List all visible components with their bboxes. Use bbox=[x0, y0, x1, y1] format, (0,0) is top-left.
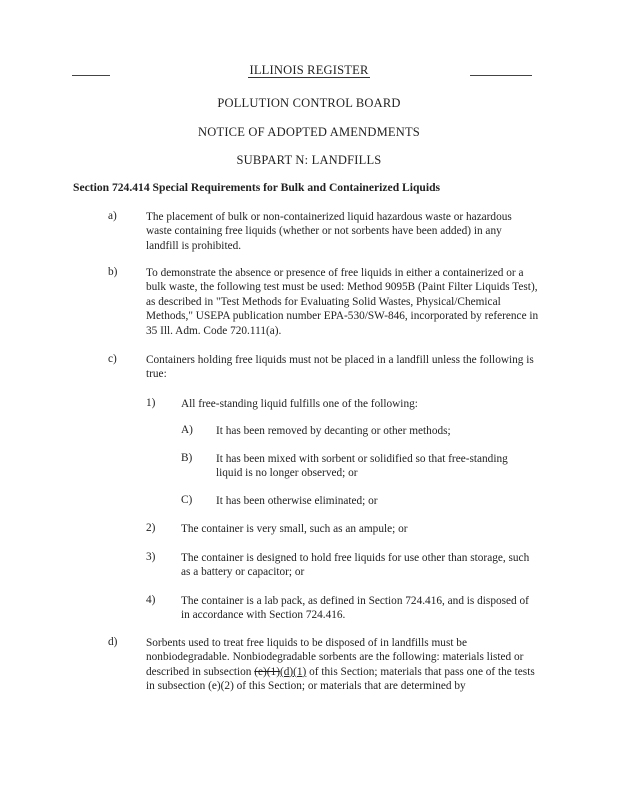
item-cC-text: It has been otherwise eliminated; or bbox=[216, 495, 378, 507]
item-c2-label: 2) bbox=[146, 522, 156, 534]
item-c4-text: The container is a lab pack, as defined in Section 724.416, and is disposed of in accordance with Section 724.416. bbox=[181, 595, 529, 622]
item-cC-label: C) bbox=[181, 494, 193, 506]
item-c-label: c) bbox=[108, 353, 117, 365]
item-c-text: Containers holding free liquids must not be placed in a landfill unless the following is true: bbox=[146, 354, 534, 381]
item-b-text: To demonstrate the absence or presence of free liquids in either a containerized or a bulk waste, the following test must be used: Method 9095B (Paint Filter Liquids Test), as described in "Test Methods for Evaluating Solid Wastes, Physical/Chemical Methods," USEPA publication number EPA-530/SW-846, incorporated by reference in 35 Ill. Adm. Code 720.111(a). bbox=[146, 267, 539, 337]
item-a-label: a) bbox=[108, 210, 117, 222]
item-c1-text: All free-standing liquid fulfills one of the following: bbox=[181, 398, 418, 410]
item-cA-text: It has been removed by decanting or other methods; bbox=[216, 425, 451, 437]
item-cB-text: It has been mixed with sorbent or solidified so that free-standing liquid is no longer observed; or bbox=[216, 453, 508, 480]
section-heading: Section 724.414 Special Requirements for Bulk and Containerized Liquids bbox=[73, 181, 441, 194]
inserted-citation: (d)(1) bbox=[279, 665, 307, 678]
item-d-label: d) bbox=[108, 636, 118, 648]
item-a-text: The placement of bulk or non-containerized liquid hazardous waste or hazardous waste containing free liquids (whether or not sorbents have been added) in any landfill is prohibited. bbox=[146, 211, 512, 252]
item-c3-label: 3) bbox=[146, 551, 156, 563]
item-cA-label: A) bbox=[181, 424, 193, 436]
register-title: ILLINOIS REGISTER bbox=[249, 63, 369, 77]
item-d-text-after: of this Section; materials that pass one of the tests in subsection (e)(2) of this Section; or materials that are determined by bbox=[146, 665, 535, 693]
header-rule-right bbox=[470, 75, 532, 76]
item-d-text-before: Sorbents used to treat free liquids to be disposed of in landfills must be nonbiodegradable. Nonbiodegradable sorbents are the following: materials listed or described in subsection bbox=[146, 637, 524, 678]
struck-citation: (e)(1) bbox=[254, 665, 280, 678]
item-c2-text: The container is very small, such as an ampule; or bbox=[181, 523, 408, 535]
item-d-text bbox=[146, 636, 538, 694]
item-cB-label: B) bbox=[181, 452, 193, 464]
subpart-title: SUBPART N: LANDFILLS bbox=[236, 153, 382, 167]
item-c4-label: 4) bbox=[146, 594, 156, 606]
item-c1-label: 1) bbox=[146, 397, 156, 409]
board-title: POLLUTION CONTROL BOARD bbox=[217, 96, 401, 110]
item-b-label: b) bbox=[108, 266, 118, 278]
item-c3-text: The container is designed to hold free liquids for use other than storage, such as a battery or capacitor; or bbox=[181, 552, 530, 579]
notice-title: NOTICE OF ADOPTED AMENDMENTS bbox=[198, 125, 420, 139]
